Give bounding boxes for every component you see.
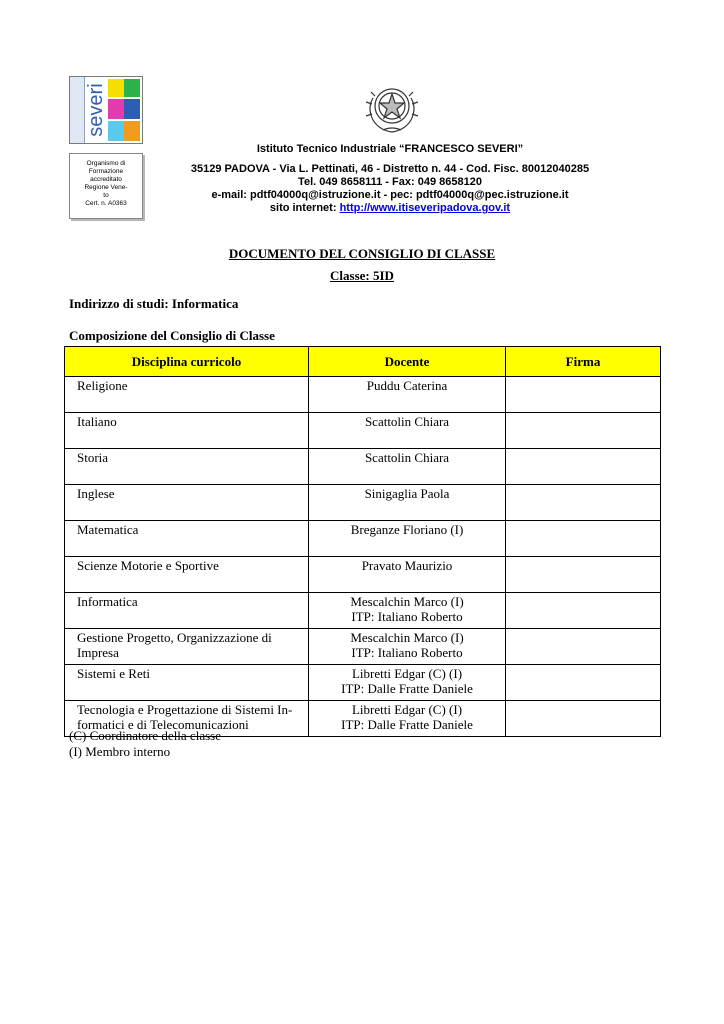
institute-name: Istituto Tecnico Industriale “FRANCESCO SEVERI” bbox=[256, 143, 524, 155]
table-row bbox=[65, 665, 661, 701]
note-coordinator: (C) Coordinatore della classe bbox=[69, 728, 221, 743]
certification-line: Organismo di bbox=[86, 160, 126, 167]
certification-text bbox=[70, 154, 142, 208]
table-row bbox=[65, 377, 661, 413]
table-row bbox=[65, 629, 661, 665]
signature-cell[interactable] bbox=[506, 377, 661, 413]
signature-cell[interactable] bbox=[506, 701, 661, 737]
subject-cell bbox=[65, 521, 309, 557]
teacher-cell bbox=[309, 593, 506, 629]
logo-tile-r bbox=[108, 121, 124, 141]
institute-phone: Tel. 049 8658111 - Fax: 049 8658120 bbox=[298, 176, 482, 188]
teacher-text: Scattolin Chiara bbox=[364, 414, 450, 429]
class-label: Classe: 5ID bbox=[330, 268, 394, 283]
teacher-text: Libretti Edgar (C) (I) bbox=[351, 666, 463, 681]
subject-text: formatici e di Telecomunicazioni bbox=[77, 717, 249, 732]
website-link[interactable]: http://www.itiseveripadova.gov.it bbox=[339, 202, 511, 214]
subject-text: Tecnologia e Progettazione di Sistemi In- bbox=[77, 702, 293, 717]
logo-tile-e bbox=[124, 79, 140, 97]
signature-cell[interactable] bbox=[506, 665, 661, 701]
subject-cell bbox=[65, 665, 309, 701]
certification-line: Formazione bbox=[88, 168, 124, 175]
table-row bbox=[65, 521, 661, 557]
subject-text: Gestione Progetto, Organizzazione di bbox=[77, 630, 272, 645]
subject-text: Italiano bbox=[77, 414, 117, 429]
institute-website bbox=[160, 202, 620, 214]
logo-word-text: severi bbox=[85, 83, 107, 137]
subject-text: Religione bbox=[77, 378, 128, 393]
signature-cell[interactable] bbox=[506, 485, 661, 521]
table-row bbox=[65, 449, 661, 485]
subject-text: Storia bbox=[77, 450, 109, 465]
teacher-text: ITP: Dalle Fratte Daniele bbox=[341, 681, 473, 696]
teacher-text: ITP: Italiano Roberto bbox=[351, 609, 463, 624]
subject-cell bbox=[65, 557, 309, 593]
teacher-cell bbox=[309, 557, 506, 593]
teacher-text: Libretti Edgar (C) (I) bbox=[351, 702, 463, 717]
signature-cell[interactable] bbox=[506, 629, 661, 665]
subject-cell bbox=[65, 629, 309, 665]
logo-side-strip bbox=[70, 77, 85, 143]
republic-emblem-icon bbox=[361, 78, 423, 136]
teacher-text: Puddu Caterina bbox=[366, 378, 448, 393]
signature-cell[interactable] bbox=[506, 521, 661, 557]
logo-wordmark bbox=[84, 77, 106, 143]
teacher-cell bbox=[309, 449, 506, 485]
teacher-cell bbox=[309, 377, 506, 413]
website-label: sito internet: bbox=[269, 202, 340, 214]
subject-cell bbox=[65, 449, 309, 485]
teacher-text: Mescalchin Marco (I) bbox=[350, 630, 464, 645]
table-row bbox=[65, 413, 661, 449]
teacher-cell bbox=[309, 413, 506, 449]
subject-text: Matematica bbox=[77, 522, 139, 537]
subject-text: Scienze Motorie e Sportive bbox=[77, 558, 219, 573]
teacher-text: Mescalchin Marco (I) bbox=[350, 594, 464, 609]
table-row bbox=[65, 593, 661, 629]
signature-cell[interactable] bbox=[506, 593, 661, 629]
teacher-cell bbox=[309, 629, 506, 665]
subject-cell bbox=[65, 377, 309, 413]
institute-email: e-mail: pdtf04000q@istruzione.it - pec: pdtf04000q@pec.istruzione.it bbox=[211, 189, 569, 201]
logo-tile-e2 bbox=[124, 99, 140, 119]
teacher-text: Sinigaglia Paola bbox=[364, 486, 450, 501]
certification-line: Regione Vene- bbox=[84, 184, 128, 191]
composition-heading: Composizione del Consiglio di Classe bbox=[69, 328, 275, 343]
teacher-cell bbox=[309, 701, 506, 737]
teacher-text: ITP: Italiano Roberto bbox=[351, 645, 463, 660]
institute-address: 35129 PADOVA - Via L. Pettinati, 46 - Distretto n. 44 - Cod. Fisc. 80012040285 bbox=[190, 163, 590, 175]
subject-text: Impresa bbox=[77, 645, 119, 660]
table-row bbox=[65, 485, 661, 521]
logo-tile-s bbox=[108, 79, 124, 97]
header-subject: Disciplina curricolo bbox=[65, 347, 309, 377]
signature-cell[interactable] bbox=[506, 449, 661, 485]
subject-cell bbox=[65, 593, 309, 629]
teacher-cell bbox=[309, 665, 506, 701]
certification-box bbox=[69, 153, 143, 219]
teacher-text: Scattolin Chiara bbox=[364, 450, 450, 465]
header-teacher: Docente bbox=[309, 347, 506, 377]
subject-text: Informatica bbox=[77, 594, 138, 609]
subject-text: Inglese bbox=[77, 486, 115, 501]
logo-tile-v bbox=[108, 99, 124, 119]
council-table bbox=[64, 346, 661, 737]
teacher-cell bbox=[309, 521, 506, 557]
header-signature: Firma bbox=[506, 347, 661, 377]
certification-line: accreditato bbox=[90, 176, 122, 183]
teacher-text: Breganze Floriano (I) bbox=[350, 522, 464, 537]
subject-cell bbox=[65, 485, 309, 521]
teacher-text: Pravato Maurizio bbox=[361, 558, 453, 573]
subject-cell bbox=[65, 413, 309, 449]
certification-line: Cert. n. A0363 bbox=[85, 200, 127, 207]
teacher-cell bbox=[309, 485, 506, 521]
school-logo bbox=[69, 76, 143, 144]
logo-tile-i bbox=[124, 121, 140, 141]
teacher-text: ITP: Dalle Fratte Daniele bbox=[341, 717, 473, 732]
table-header-row bbox=[65, 347, 661, 377]
subject-text: Sistemi e Reti bbox=[77, 666, 150, 681]
signature-cell[interactable] bbox=[506, 557, 661, 593]
table-row bbox=[65, 557, 661, 593]
note-internal-member: (I) Membro interno bbox=[69, 744, 171, 759]
certification-line: to bbox=[103, 192, 109, 199]
study-track: Indirizzo di studi: Informatica bbox=[69, 296, 239, 311]
document-title: DOCUMENTO DEL CONSIGLIO DI CLASSE bbox=[228, 246, 496, 261]
signature-cell[interactable] bbox=[506, 413, 661, 449]
